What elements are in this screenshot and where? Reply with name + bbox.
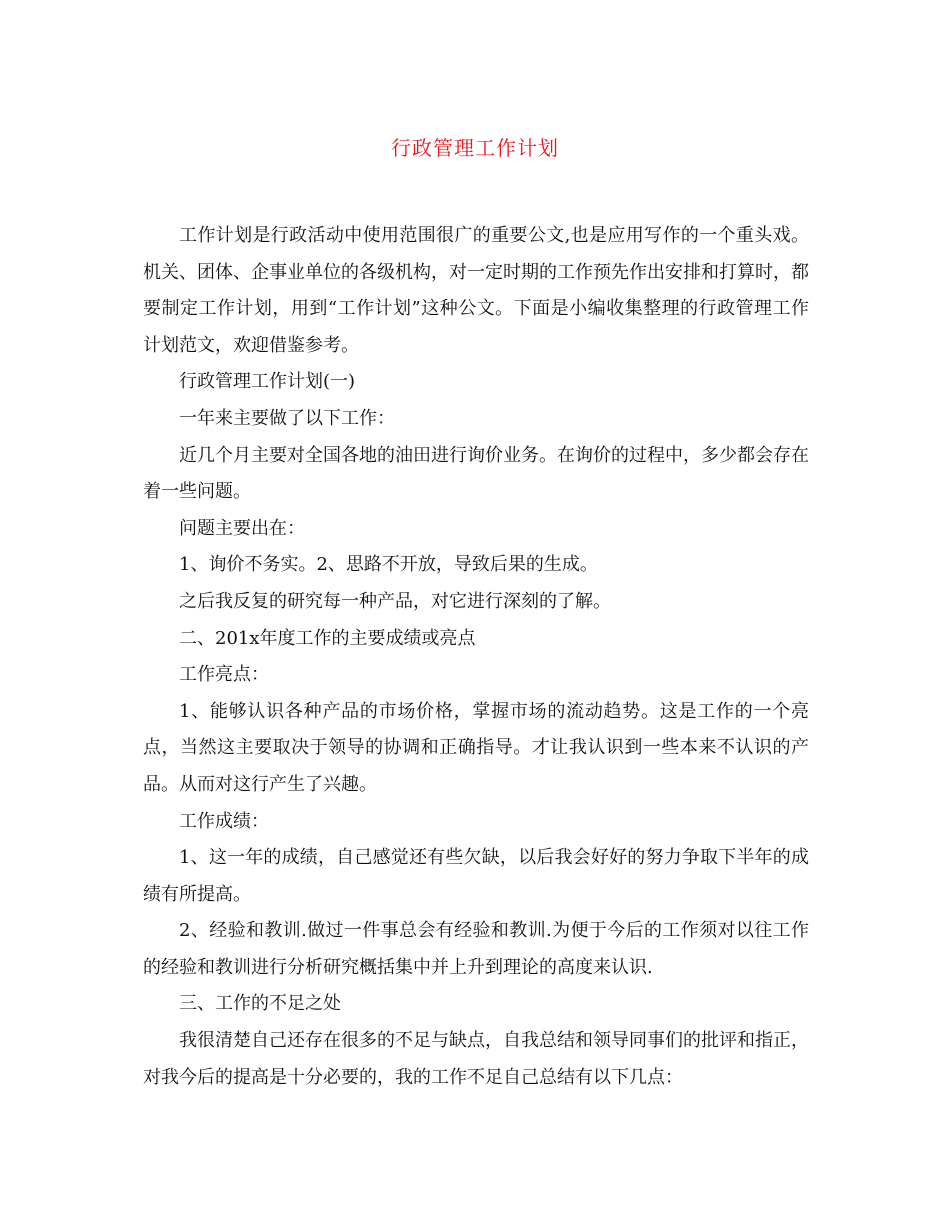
paragraph: 之后我反复的研究每一种产品，对它进行深刻的了解。 xyxy=(179,590,611,612)
paragraph: 1、这一年的成绩，自己感觉还有些欠缺，以后我会好好的努力争取下半年的成绩有所提高。 xyxy=(143,847,809,905)
paragraph: 2、经验和教训.做过一件事总会有经验和教训.为便于今后的工作须对以往工作的经验和教训进行分析研究概括集中并上升到理论的高度来认识. xyxy=(143,920,809,978)
section-heading: 二、201x年度工作的主要成绩或亮点 xyxy=(179,627,476,649)
paragraph: 1、能够认识各种产品的市场价格，掌握市场的流动趋势。这是工作的一个亮点，当然这主要取决于领导的协调和正确指导。才让我认识到一些本来不认识的产品。从而对这行产生了兴趣。 xyxy=(143,700,809,795)
paragraph: 问题主要出在： xyxy=(179,517,305,539)
paragraph: 工作成绩： xyxy=(179,810,269,832)
intro-paragraph: 工作计划是行政活动中使用范围很广的重要公文,也是应用写作的一个重头戏。机关、团体、企事业单位的各级机构，对一定时期的工作预先作出安排和打算时，都要制定工作计划，用到“工作计划”这种公文。下面是小编收集整理的行政管理工作计划范文，欢迎借鉴参考。 xyxy=(143,225,809,356)
paragraph: 工作亮点： xyxy=(179,664,269,686)
section-heading: 三、工作的不足之处 xyxy=(179,993,341,1015)
document-body xyxy=(143,218,809,1096)
document-title: 行政管理工作计划 xyxy=(391,136,559,160)
paragraph: 我很清楚自己还存在很多的不足与缺点，自我总结和领导同事们的批评和指正，对我今后的提高是十分必要的，我的工作不足自己总结有以下几点： xyxy=(143,1030,809,1088)
section-heading: 行政管理工作计划(一) xyxy=(179,371,356,393)
paragraph: 近几个月主要对全国各地的油田进行询价业务。在询价的过程中，多少都会存在着一些问题。 xyxy=(143,444,809,503)
paragraph: 1、询价不务实。2、思路不开放，导致后果的生成。 xyxy=(179,554,598,576)
paragraph: 一年来主要做了以下工作： xyxy=(179,407,395,429)
